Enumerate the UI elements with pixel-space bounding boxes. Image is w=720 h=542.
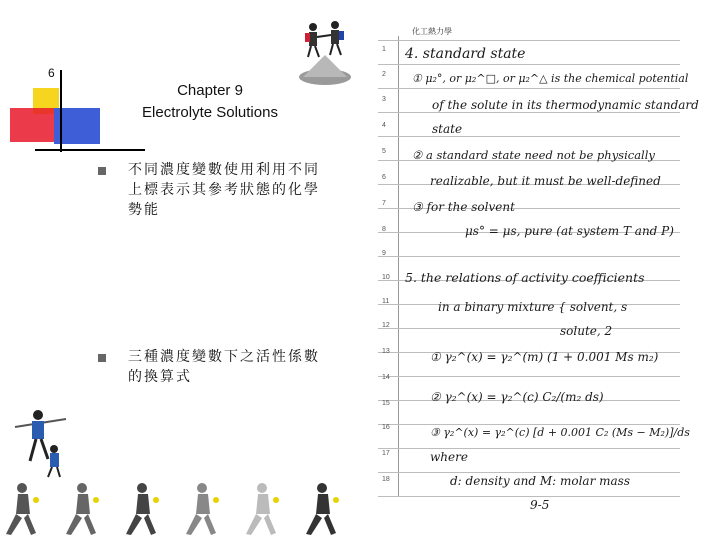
ruled-line [378,136,680,137]
ruled-line [378,424,680,425]
handwritten-line: in a binary mixture { solvent, s [438,300,628,314]
bullet-text-2: 三種濃度變數下之活性係數的換算式 [128,349,320,385]
bullet-text-1: 不同濃度變數使用利用不同上標表示其參考狀態的化學勢能 [128,162,320,218]
handwritten-line: 9-5 [530,498,550,512]
line-number: 15 [382,400,390,407]
handwritten-line: ② a standard state need not be physically [412,148,655,162]
climbers-clipart [295,15,355,85]
ruled-line [378,496,680,497]
handwritten-line: of the solute in its thermodynamic standard [432,98,699,112]
handwritten-line: ② γ₂^(x) = γ₂^(c) C₂/(m₂ ds) [430,390,604,404]
bullet-marker [98,167,106,175]
line-number: 12 [382,322,390,329]
handwritten-line: ① μ₂°, or μ₂^□, or μ₂^△ is the chemical potential [412,72,689,85]
line-number: 2 [382,71,386,78]
line-number: 8 [382,226,386,233]
line-number: 6 [382,174,386,181]
runners-row [0,478,360,538]
handwritten-line: 4. standard state [405,46,526,62]
handwritten-line: ① γ₂^(x) = γ₂^(m) (1 + 0.001 Ms m₂) [430,350,659,364]
slide-title [125,80,295,124]
ruled-line [378,88,680,89]
handwritten-line: state [432,122,463,136]
handwritten-line: where [430,450,468,464]
decor-vertical-line [60,70,62,152]
ruled-line [378,64,680,65]
line-number: 11 [382,298,390,305]
line-number: 3 [382,96,386,103]
climber-clipart [10,405,70,480]
ruled-line [378,328,680,329]
ruled-line [378,472,680,473]
handwritten-line: μs° = μs, pure (at system T and P) [465,224,674,238]
ruled-line [378,112,680,113]
notes-header: 化工熱力學 [412,27,452,36]
handwritten-line: d: density and M: molar mass [450,474,630,488]
title-line-2: Electrolyte Solutions [142,104,278,121]
handwritten-line: solute, 2 [560,324,613,338]
handwritten-line: realizable, but it must be well-defined [430,174,661,188]
handwritten-line: ③ γ₂^(x) = γ₂^(c) [d + 0.001 C₂ (Ms − M₂)]/ds [430,426,690,439]
decor-red-square [10,108,60,142]
ruled-line [378,448,680,449]
line-number: 5 [382,148,386,155]
notes-margin-rule [398,36,399,496]
ruled-line [378,40,680,41]
handwritten-line: 5. the relations of activity coefficients [405,270,645,285]
page-number: 6 [48,66,55,80]
bullet-marker [98,354,106,362]
line-number: 4 [382,122,386,129]
line-number: 14 [382,374,390,381]
line-number: 10 [382,274,390,281]
title-line-1: Chapter 9 [177,82,243,99]
line-number: 9 [382,250,386,257]
runners-clipart [0,478,360,538]
line-number: 1 [382,46,386,53]
decor-horizontal-line [35,149,145,151]
ruled-line [378,376,680,377]
line-number: 17 [382,450,390,457]
handwritten-line: ③ for the solvent [412,200,515,214]
line-number: 18 [382,476,390,483]
ruled-line [378,256,680,257]
line-number: 13 [382,348,390,355]
line-number: 16 [382,424,390,431]
line-number: 7 [382,200,386,207]
